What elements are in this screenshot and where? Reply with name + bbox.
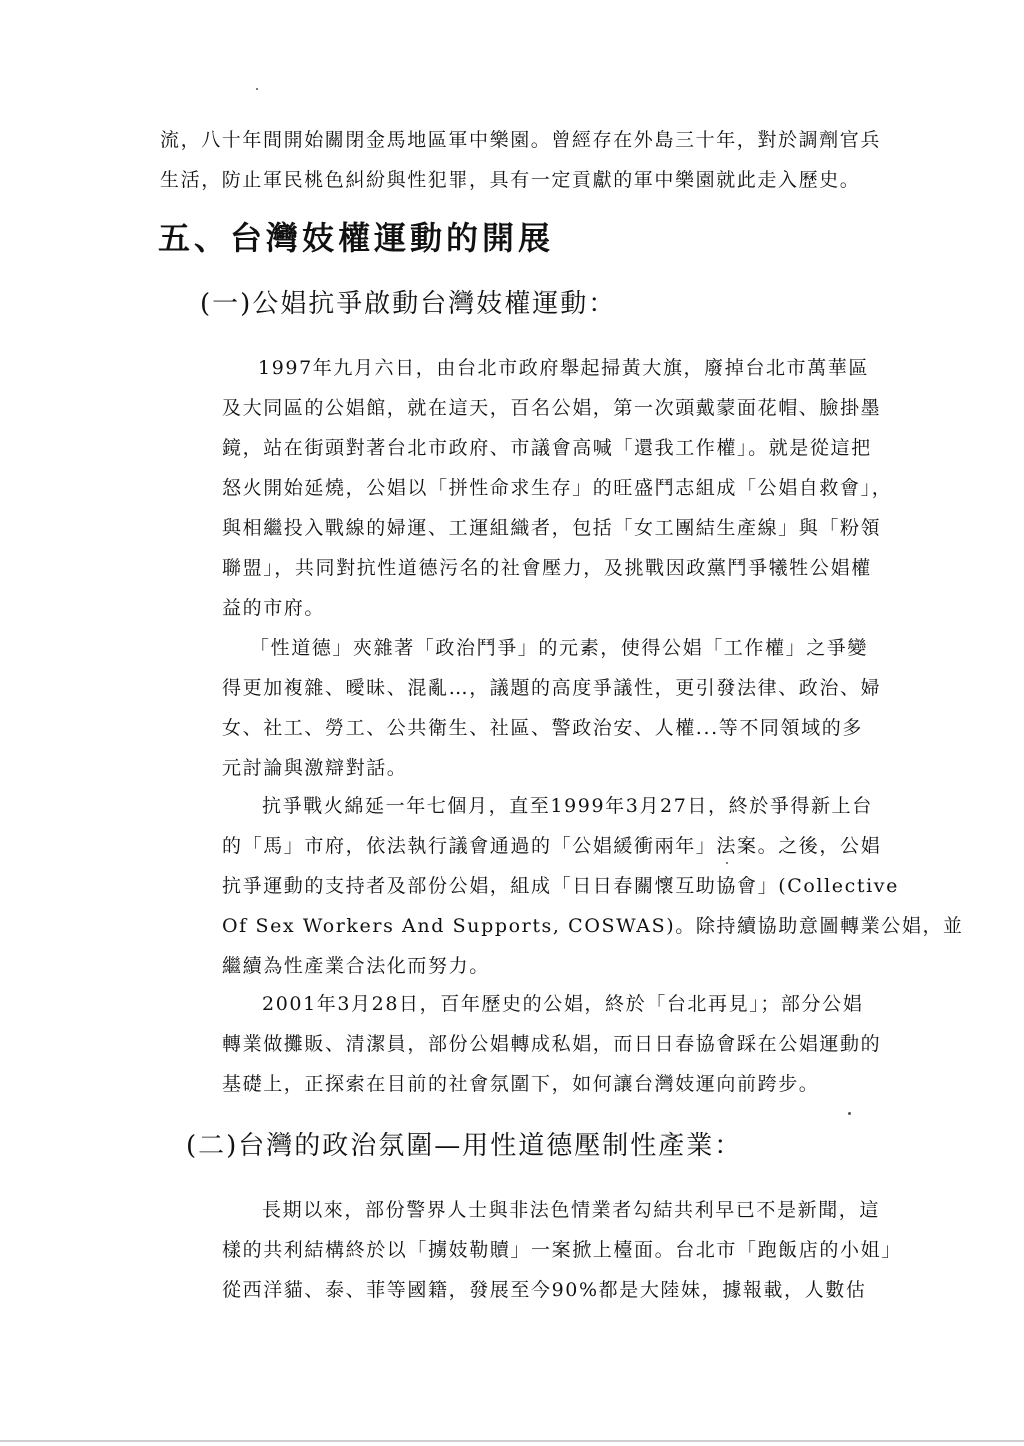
paragraph-line: 與相繼投入戰線的婦運、工運組織者，包括「女工團結生產線」與「粉領 bbox=[222, 517, 882, 539]
paragraph-line: 元討論與激辯對話。 bbox=[222, 757, 408, 779]
paragraph-line: 樣的共利結構終於以「擄妓勒贖」一案掀上檯面。台北市「跑飯店的小姐」 bbox=[222, 1239, 902, 1261]
scan-speck bbox=[848, 1112, 851, 1115]
intro-line: 流，八十年間開始關閉金馬地區軍中樂園。曾經存在外島三十年，對於調劑官兵 bbox=[160, 129, 882, 151]
paragraph-line: 轉業做攤販、清潔員，部份公娼轉成私娼，而日日春協會踩在公娼運動的 bbox=[222, 1033, 882, 1055]
paragraph-line: 聯盟」，共同對抗性道德污名的社會壓力，及挑戰因政黨鬥爭犧牲公娼權 bbox=[222, 557, 872, 579]
paragraph-line: 基礎上，正探索在目前的社會氛圍下，如何讓台灣妓運向前跨步。 bbox=[222, 1073, 820, 1095]
subsection-heading-1: (一)公娼抗爭啟動台灣妓權運動： bbox=[200, 289, 617, 319]
paragraph-line: 得更加複雜、曖昧、混亂…，議題的高度爭議性，更引發法律、政治、婦 bbox=[222, 677, 882, 699]
intro-line: 生活，防止軍民桃色糾紛與性犯罪，具有一定貢獻的軍中樂園就此走入歷史。 bbox=[160, 169, 861, 191]
section-heading: 五、台灣妓權運動的開展 bbox=[158, 219, 555, 257]
scan-edge-line bbox=[0, 1440, 1024, 1442]
scan-speck bbox=[726, 862, 728, 864]
paragraph-line: 女、社工、勞工、公共衛生、社區、警政治安、人權...等不同領域的多 bbox=[222, 717, 863, 739]
scan-speck bbox=[256, 88, 258, 90]
paragraph-line: 及大同區的公娼館，就在這天，百名公娼，第一次頭戴蒙面花帽、臉掛墨 bbox=[222, 397, 882, 419]
paragraph-line: 的「馬」市府，依法執行議會通過的「公娼緩衝兩年」法案。之後，公娼 bbox=[222, 835, 882, 857]
paragraph-line: 益的市府。 bbox=[222, 597, 326, 619]
paragraph-line: 鏡，站在街頭對著台北市政府、市議會高喊「還我工作權」。就是從這把 bbox=[222, 437, 872, 459]
subsection-heading-2: (二)台灣的政治氛圍—用性道德壓制性產業： bbox=[186, 1131, 743, 1161]
paragraph-line: 2001年3月28日，百年歷史的公娼，終於「台北再見」；部分公娼 bbox=[262, 993, 864, 1015]
paragraph-line: 從西洋貓、泰、菲等國籍，發展至今90%都是大陸妹，據報載，人數估 bbox=[222, 1279, 867, 1301]
paragraph-line: 「性道德」夾雜著「政治鬥爭」的元素，使得公娼「工作權」之爭變 bbox=[250, 637, 869, 659]
paragraph-line: 抗爭運動的支持者及部份公娼，組成「日日春關懷互助協會」(Collective bbox=[222, 875, 899, 897]
paragraph-line: Of Sex Workers And Supports, COSWAS)。除持續協助意圖轉業公娼，並 bbox=[222, 915, 964, 937]
paragraph-line: 1997年九月六日，由台北市政府舉起掃黃大旗，廢掉台北市萬華區 bbox=[258, 357, 869, 379]
paragraph-line: 怒火開始延燒，公娼以「拼性命求生存」的旺盛鬥志組成「公娼自救會」， bbox=[222, 477, 893, 499]
paragraph-line: 抗爭戰火綿延一年七個月，直至1999年3月27日，終於爭得新上台 bbox=[262, 795, 873, 817]
paragraph-line: 繼續為性產業合法化而努力。 bbox=[222, 955, 490, 977]
paragraph-line: 長期以來，部份警界人士與非法色情業者勾結共利早已不是新聞，這 bbox=[262, 1199, 881, 1221]
